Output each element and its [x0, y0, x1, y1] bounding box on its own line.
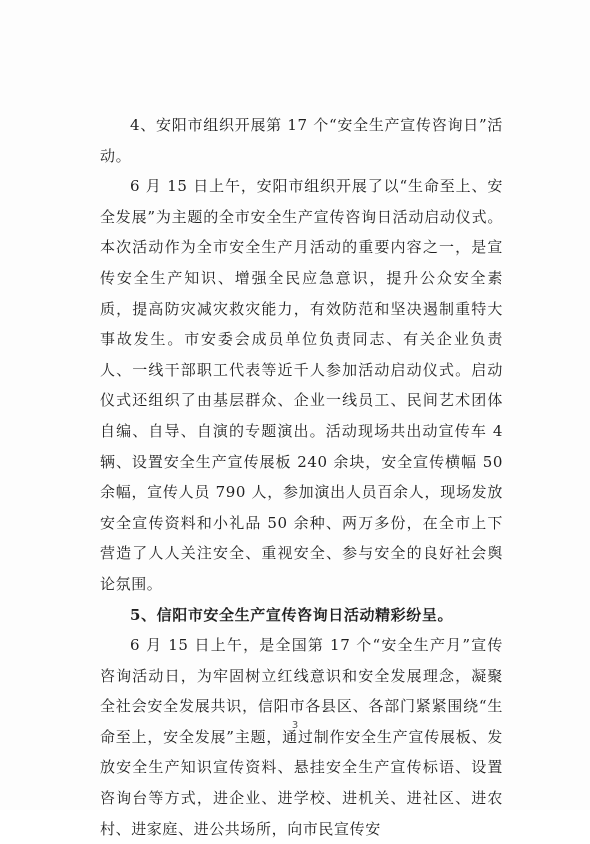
section-5-heading: 5、信阳市安全生产宣传咨询日活动精彩纷呈。	[130, 605, 454, 624]
section-4-paragraph: 6 月 15 日上午，安阳市组织开展了以“生命至上、安全发展”为主题的全市安全生产宣传咨询日活动启动仪式。本次活动作为全市安全生产月活动的重要内容之一，是宣传安全生产知识、增强全民应急意识，提升公众安全素质，提高防灾减灾救灾能力，有效防范和坚决遏制重特大事故发生。市安委会成员单位负责同志、有关企业负责人、一线干部职工代表等近千人参加活动启动仪式。启动仪式还组织了由基层群众、企业一线员工、民间艺术团体自编、自导、自演的专题演出。活动现场共出动宣传车 4 辆、设置安全生产宣传展板 240 余块，安全宣传横幅 50 余幅，宣传人员 790 人，参加演出人员百余人，现场发放安全宣传资料和小礼品 50 余种、两万多份，在全市上下营造了人人关注安全、重视安全、参与安全的良好社会舆论氛围。	[100, 177, 503, 593]
section-5-paragraph: 6 月 15 日上午，是全国第 17 个“安全生产月”宣传咨询活动日，为牢固树立红线意识和安全发展理念，凝聚全社会安全发展共识，信阳市各县区、各部门紧紧围绕“生命至上，安全发展”主题，通过制作安全生产宣传展板、发放安全生产知识宣传资料、悬挂安全生产宣传标语、设置咨询台等方式，进企业、进学校、进机关、进社区、进农村、进家庭、进公共场所，向市民宣传安	[100, 636, 503, 838]
document-body	[100, 110, 503, 844]
section-4-heading: 4、安阳市组织开展第 17 个“安全生产宣传咨询日”活动。	[100, 116, 503, 165]
page-number: 3	[291, 720, 299, 731]
